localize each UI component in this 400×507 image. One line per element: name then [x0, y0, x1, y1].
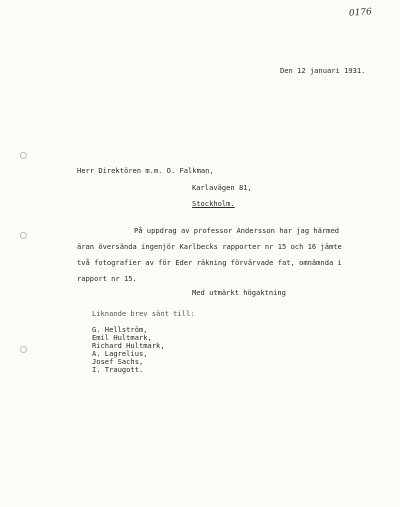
- cc-item: I. Traugott.: [92, 365, 144, 374]
- cc-item: G. Hellström,: [92, 325, 148, 334]
- date-line: Den 12 januari 1931.: [280, 66, 366, 75]
- cc-item: Josef Sachs,: [92, 357, 144, 366]
- body-line-2: äran översända ingenjör Karlbecks rapporter nr 15 och 16 jämte: [77, 242, 342, 251]
- punch-hole-bottom: [20, 346, 27, 353]
- closing: Med utmärkt högaktning: [192, 288, 286, 297]
- body-line-3: två fotografier av för Eder räkning förvärvade fat, omnämnda i: [77, 258, 342, 267]
- recipient-street: Karlavägen 81,: [192, 183, 252, 192]
- recipient-name: Herr Direktören m.m. O. Falkman,: [77, 166, 214, 175]
- body-line-1: På uppdrag av professor Andersson har jag härmed: [134, 226, 339, 235]
- cc-heading: Liknande brev sänt till:: [92, 309, 195, 318]
- punch-hole-middle: [20, 232, 27, 239]
- punch-hole-top: [20, 152, 27, 159]
- cc-item: Richard Hultmark,: [92, 341, 165, 350]
- recipient-city: Stockholm.: [192, 199, 235, 208]
- cc-item: A. Lagrelius,: [92, 349, 148, 358]
- body-line-4: rapport nr 15.: [77, 274, 137, 283]
- cc-item: Emil Hultmark,: [92, 333, 152, 342]
- archive-number: 0176: [348, 7, 373, 19]
